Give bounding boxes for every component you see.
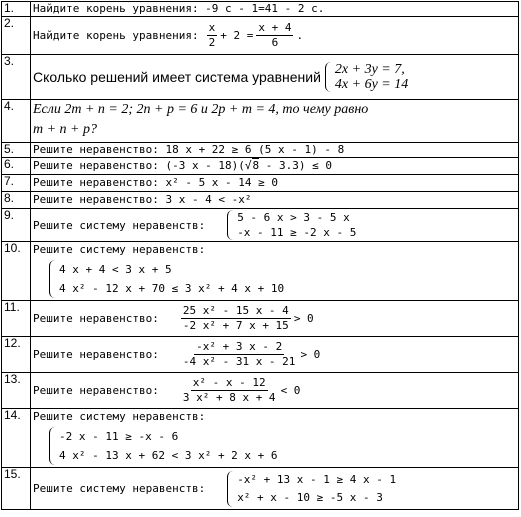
denominator: 6 [271, 36, 279, 49]
task-text [31, 17, 519, 55]
fraction [181, 376, 278, 405]
fraction [256, 21, 293, 50]
task-text [31, 468, 519, 510]
task-row [2, 100, 519, 143]
task-tail: < 0 [280, 384, 301, 397]
task-text [31, 373, 519, 409]
denominator: -4 x² - 31 x - 21 [182, 355, 296, 368]
task-text [31, 301, 519, 337]
task-row [2, 337, 519, 373]
task-number: 11. [2, 301, 31, 337]
task-number: 10. [2, 242, 31, 301]
brace [49, 427, 56, 465]
task-text [31, 209, 519, 242]
task-number: 5. [2, 143, 31, 158]
task-tail: > 0 [300, 348, 321, 361]
task-lead: Решите неравенство: [33, 384, 159, 397]
numerator: -x² + 3 x - 2 [196, 340, 283, 353]
task-lead: Решите систему неравенств: [33, 482, 206, 495]
task-row [2, 158, 519, 175]
inequality: 4 x + 4 < 3 x + 5 [59, 263, 172, 276]
brace [227, 210, 234, 240]
task-number: 13. [2, 373, 31, 409]
brace [49, 260, 56, 298]
task-lead: Решите неравенство: [33, 312, 159, 325]
task-lead: Решите систему неравенств: [33, 243, 206, 256]
equation: 2x + 3y = 7, [334, 62, 405, 77]
task-number: 1. [2, 2, 31, 17]
task-line: m + n + p? [33, 122, 98, 137]
task-text: Найдите корень уравнения: -9 с - 1=41 - 2 с. [31, 2, 519, 17]
inequality: -x² + 13 x - 1 ≥ 4 x - 1 [237, 472, 397, 486]
inequality-system [49, 427, 278, 465]
task-row [2, 17, 519, 55]
task-text: Решите неравенство: x² - 5 x - 14 ≥ 0 [31, 175, 519, 192]
task-number: 12. [2, 337, 31, 373]
task-row [2, 373, 519, 409]
numerator: 25 x² - 15 x - 4 [182, 304, 289, 317]
task-row [2, 301, 519, 337]
denominator: 2 [208, 36, 216, 49]
task-number: 2. [2, 17, 31, 55]
inequality: -2 x - 11 ≥ -x - 6 [59, 430, 179, 443]
task-number: 15. [2, 468, 31, 510]
task-text [31, 100, 519, 143]
task-number: 6. [2, 158, 31, 175]
numerator: x² - x - 12 [192, 376, 266, 389]
task-text: Решите неравенство: (-3 x - 18)(√8 - 3.3) ≤ 0 [31, 158, 519, 175]
brace [325, 62, 332, 92]
task-tail: . [296, 29, 304, 42]
equation: 4x + 6y = 14 [334, 77, 409, 92]
denominator: 3 x² + 8 x + 4 [182, 391, 276, 404]
task-row [2, 2, 519, 17]
fraction [207, 21, 218, 50]
task-middle: + 2 = [220, 29, 254, 42]
inequality-system [227, 210, 356, 240]
task-lead: Решите систему неравенств: [33, 218, 206, 232]
inequality: 5 - 6 x > 3 - 5 x [237, 211, 350, 224]
task-text: Решите неравенство: 18 x + 22 ≥ 6 (5 x - 1) - 8 [31, 143, 519, 158]
task-row [2, 55, 519, 100]
task-row [2, 409, 519, 468]
numerator: x [208, 21, 216, 34]
task-lead: Решите неравенство: [33, 348, 159, 361]
inequality: 4 x² - 13 x + 62 < 3 x² + 2 x + 6 [59, 449, 278, 462]
task-text [31, 55, 519, 100]
numerator: x + 4 [258, 21, 292, 34]
task-line: Если 2m + n = 2; 2n + p = 6 и 2p + m = 4, то чему равно [33, 102, 369, 117]
task-lead: Найдите корень уравнения: [33, 29, 199, 42]
task-text [31, 409, 519, 468]
task-table [1, 1, 519, 510]
inequality-system [49, 260, 284, 298]
task-text [31, 337, 519, 373]
task-lead: Решите систему неравенств: [33, 410, 206, 423]
fraction [181, 304, 291, 333]
task-text: Решите неравенство: 3 x - 4 < -x² [31, 192, 519, 209]
task-text [31, 242, 519, 301]
radicand: 8 [252, 159, 260, 172]
fraction [181, 340, 298, 369]
task-row [2, 143, 519, 158]
task-row [2, 209, 519, 242]
task-number: 3. [2, 55, 31, 100]
inequality: -x - 11 ≥ -2 x - 5 [237, 226, 357, 239]
task-number: 14. [2, 409, 31, 468]
equation-system [325, 62, 408, 92]
task-number: 9. [2, 209, 31, 242]
task-row [2, 242, 519, 301]
inequality-system [227, 471, 396, 507]
task-number: 8. [2, 192, 31, 209]
inequality: 4 x² - 12 x + 70 ≤ 3 x² + 4 x + 10 [59, 282, 285, 295]
task-number: 4. [2, 100, 31, 143]
task-row [2, 468, 519, 510]
brace [227, 471, 234, 507]
task-row [2, 175, 519, 192]
inequality: x² + x - 10 ≥ -5 x - 3 [237, 490, 383, 504]
task-row [2, 192, 519, 209]
task-tail: > 0 [293, 312, 314, 325]
denominator: -2 x² + 7 x + 15 [182, 319, 289, 332]
task-number: 7. [2, 175, 31, 192]
task-lead: Сколько решений имеет система уравнений [33, 69, 321, 85]
